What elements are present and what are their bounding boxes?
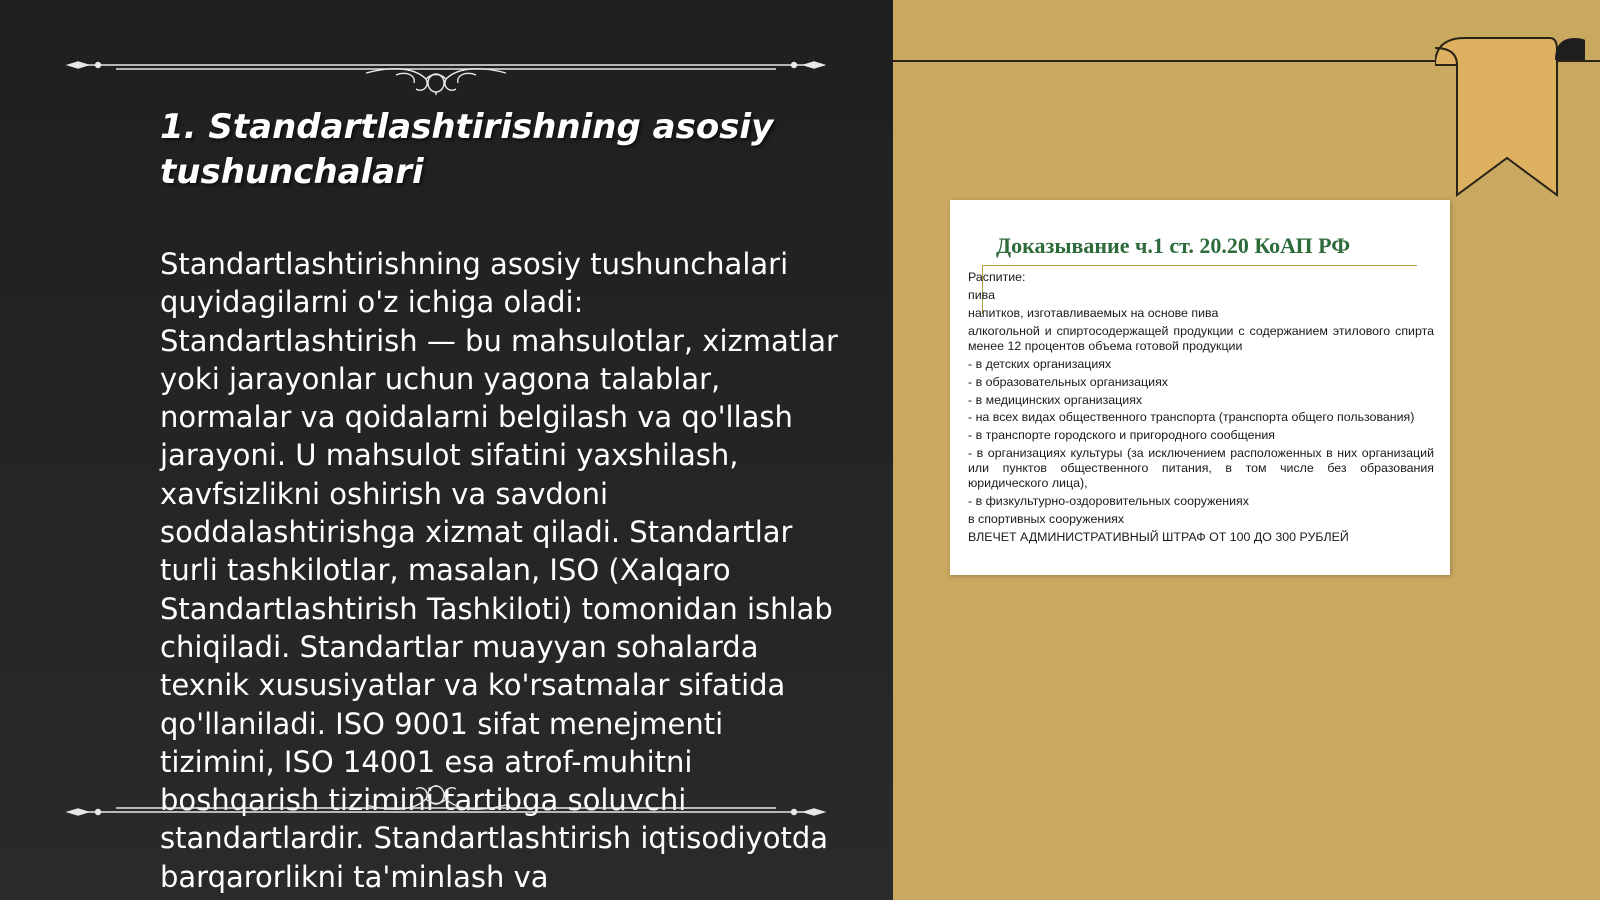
document-line: - в детских организациях xyxy=(968,356,1112,371)
document-title: Доказывание ч.1 ст. 20.20 КоАП РФ xyxy=(996,233,1351,258)
document-line: - в образовательных организациях xyxy=(968,374,1168,389)
document-line: - в организациях культуры (за исключением расположенных в них организаций или пунктов общественного питания, в том числе без образования юридического лица), xyxy=(968,446,1434,490)
document-image xyxy=(950,200,1450,575)
document-line: Распитие: xyxy=(968,270,1026,284)
document-title-underline xyxy=(982,265,1417,266)
document-footer: ВЛЕЧЕТ АДМИНИСТРАТИВНЫЙ ШТРАФ ОТ 100 ДО 300 РУБЛЕЙ xyxy=(968,529,1349,544)
document-lines xyxy=(968,270,1434,548)
right-panel xyxy=(893,0,1600,900)
document-line: в спортивных сооружениях xyxy=(968,511,1125,526)
slide-title: 1. Standartlashtirishning asosiy tushunchalari xyxy=(160,107,774,192)
top-ornament-divider-icon xyxy=(66,45,826,95)
document-line: - на всех видах общественного транспорта (транспорта общего пользования) xyxy=(968,410,1415,425)
bookmark-ribbon-icon xyxy=(1435,30,1585,200)
document-line: - в физкультурно-оздоровительных сооружениях xyxy=(968,493,1249,508)
document-line: алкогольной и спиртосодержащей продукции с содержанием этилового спирта менее 12 процентов объема готовой продукции xyxy=(968,323,1434,353)
slide-body-text: Standartlashtirishning asosiy tushunchalari quyidagilarni o'z ichiga oladi: Standartlashtirish — bu mahsulotlar, xizmatlar yoki jarayonlar uchun yagona talablar, normalar va qoidalarni belgilash va qo'llash jarayoni. U mahsulot sifatini yaxshilash, xavfsizlikni oshirish va savdoni soddalashtirishga xizmat qiladi. Standartlar turli tashkilotlar, masalan, ISO (Xalqaro Standartlashtirish Tashkiloti) tomonidan ishlab chiqiladi. Standartlar muayyan sohalarda texnik xususiyatlar va ko'rsatmalar sifatida qo'llaniladi. ISO 9001 sifat menejmenti tizimini, ISO 14001 esa atrof-muhitni boshqarish tizimini tartibga soluvchi standartlardir. Standartlashtirish iqtisodiyotda barqarorlikni ta'minlash va xyxy=(160,247,838,894)
document-line: пива xyxy=(968,287,995,302)
document-line: - в медицинских организациях xyxy=(968,392,1143,407)
document-line: - в транспорте городского и пригородного сообщения xyxy=(968,428,1275,443)
document-line: напитков, изготавливаемых на основе пива xyxy=(968,305,1219,320)
bottom-ornament-divider-icon xyxy=(66,785,826,835)
